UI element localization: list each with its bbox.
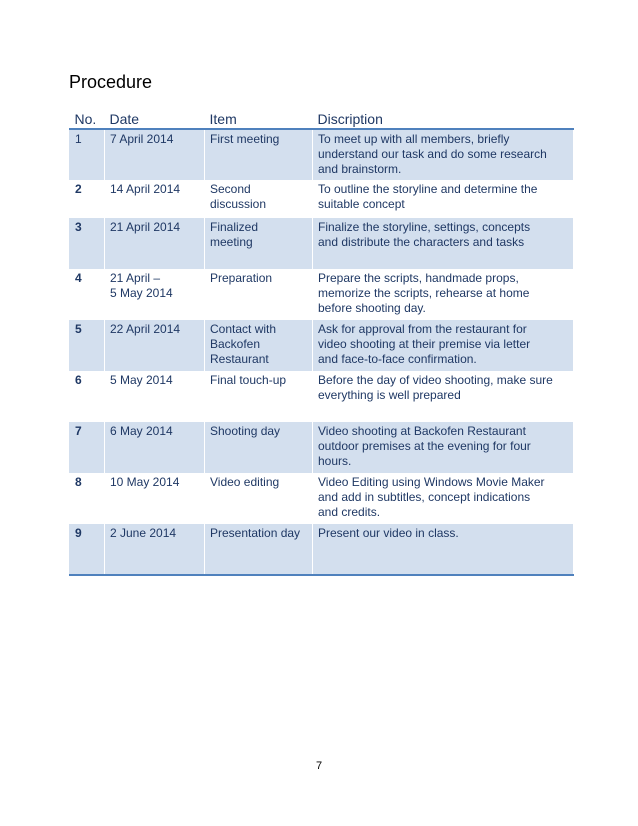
row-description-line: and brainstorm. (318, 162, 402, 176)
row-description (313, 473, 574, 524)
row-item-line: discussion (210, 197, 267, 211)
row-number: 3 (70, 218, 105, 269)
row-description-line: Prepare the scripts, handmade props, (318, 271, 519, 285)
table-header-row (70, 109, 574, 129)
row-item-line: Finalized (210, 220, 259, 234)
header-description: Discription (313, 109, 574, 129)
row-date (105, 129, 205, 180)
row-number: 1 (70, 129, 105, 180)
row-date-line: 2 June 2014 (110, 526, 177, 540)
row-item-line: Contact with (210, 322, 277, 336)
page-title: Procedure (69, 72, 153, 92)
table-row (70, 218, 574, 269)
row-item (205, 320, 313, 371)
row-description-line: outdoor premises at the evening for four (318, 439, 531, 453)
row-item-line: Backofen (210, 337, 261, 351)
procedure-table (69, 109, 574, 576)
table-row (70, 180, 574, 218)
table-row (70, 269, 574, 320)
row-item (205, 422, 313, 473)
row-description-line: Ask for approval from the restaurant for (318, 322, 527, 336)
row-number: 2 (70, 180, 105, 218)
row-item (205, 524, 313, 575)
row-description-line: before shooting day. (318, 301, 426, 315)
row-number: 5 (70, 320, 105, 371)
row-date (105, 269, 205, 320)
row-description-line: understand our task and do some research (318, 147, 547, 161)
row-item-line: Second (210, 182, 251, 196)
row-date (105, 524, 205, 575)
row-description-line: hours. (318, 454, 352, 468)
row-description-line: and credits. (318, 505, 381, 519)
row-description-line: To meet up with all members, briefly (318, 132, 510, 146)
row-description-line: Present our video in class. (318, 526, 459, 540)
row-date-line: 22 April 2014 (110, 322, 181, 336)
row-item-line: Final touch-up (210, 373, 287, 387)
row-date-line: 6 May 2014 (110, 424, 173, 438)
row-item (205, 180, 313, 218)
row-item (205, 269, 313, 320)
table-body (70, 129, 574, 575)
row-description-line: Video Editing using Windows Movie Maker (318, 475, 545, 489)
row-description (313, 269, 574, 320)
row-date-line: 21 April – (110, 271, 161, 285)
row-description-line: memorize the scripts, rehearse at home (318, 286, 530, 300)
table-row (70, 473, 574, 524)
row-date (105, 371, 205, 422)
row-date-line: 7 April 2014 (110, 132, 174, 146)
table-row (70, 129, 574, 180)
row-description-line: suitable concept (318, 197, 405, 211)
row-description-line: everything is well prepared (318, 388, 461, 402)
row-item-line: Restaurant (210, 352, 269, 366)
row-item (205, 371, 313, 422)
table-row (70, 524, 574, 575)
row-item-line: Preparation (210, 271, 273, 285)
page-number: 7 (315, 760, 323, 772)
header-item: Item (205, 109, 313, 129)
row-item (205, 473, 313, 524)
row-number: 6 (70, 371, 105, 422)
table-row (70, 320, 574, 371)
table-row (70, 371, 574, 422)
row-description (313, 218, 574, 269)
row-item-line: Video editing (210, 475, 280, 489)
table-row (70, 422, 574, 473)
row-description-line: and add in subtitles, concept indications (318, 490, 531, 504)
row-description (313, 129, 574, 180)
row-description (313, 320, 574, 371)
row-item-line: First meeting (210, 132, 280, 146)
row-date-line: 14 April 2014 (110, 182, 181, 196)
row-description-line: To outline the storyline and determine the (318, 182, 538, 196)
row-description-line: video shooting at their premise via letter (318, 337, 531, 351)
row-number: 9 (70, 524, 105, 575)
row-item (205, 218, 313, 269)
row-description (313, 371, 574, 422)
row-description (313, 180, 574, 218)
row-item-line: Presentation day (210, 526, 301, 540)
row-date-line: 5 May 2014 (110, 286, 173, 300)
row-date-line: 10 May 2014 (110, 475, 180, 489)
row-date (105, 218, 205, 269)
row-item-line: Shooting day (210, 424, 281, 438)
row-description (313, 524, 574, 575)
row-date-line: 5 May 2014 (110, 373, 173, 387)
row-number: 4 (70, 269, 105, 320)
row-description-line: and face-to-face confirmation. (318, 352, 477, 366)
row-description-line: Video shooting at Backofen Restaurant (318, 424, 526, 438)
row-description-line: and distribute the characters and tasks (318, 235, 525, 249)
row-number: 8 (70, 473, 105, 524)
header-date: Date (105, 109, 205, 129)
row-description-line: Before the day of video shooting, make sure (318, 373, 553, 387)
row-date (105, 320, 205, 371)
header-no: No. (70, 109, 105, 129)
row-date (105, 473, 205, 524)
row-description-line: Finalize the storyline, settings, concepts (318, 220, 531, 234)
row-description (313, 422, 574, 473)
row-date (105, 422, 205, 473)
row-date (105, 180, 205, 218)
row-item (205, 129, 313, 180)
row-date-line: 21 April 2014 (110, 220, 181, 234)
row-number: 7 (70, 422, 105, 473)
row-item-line: meeting (210, 235, 253, 249)
